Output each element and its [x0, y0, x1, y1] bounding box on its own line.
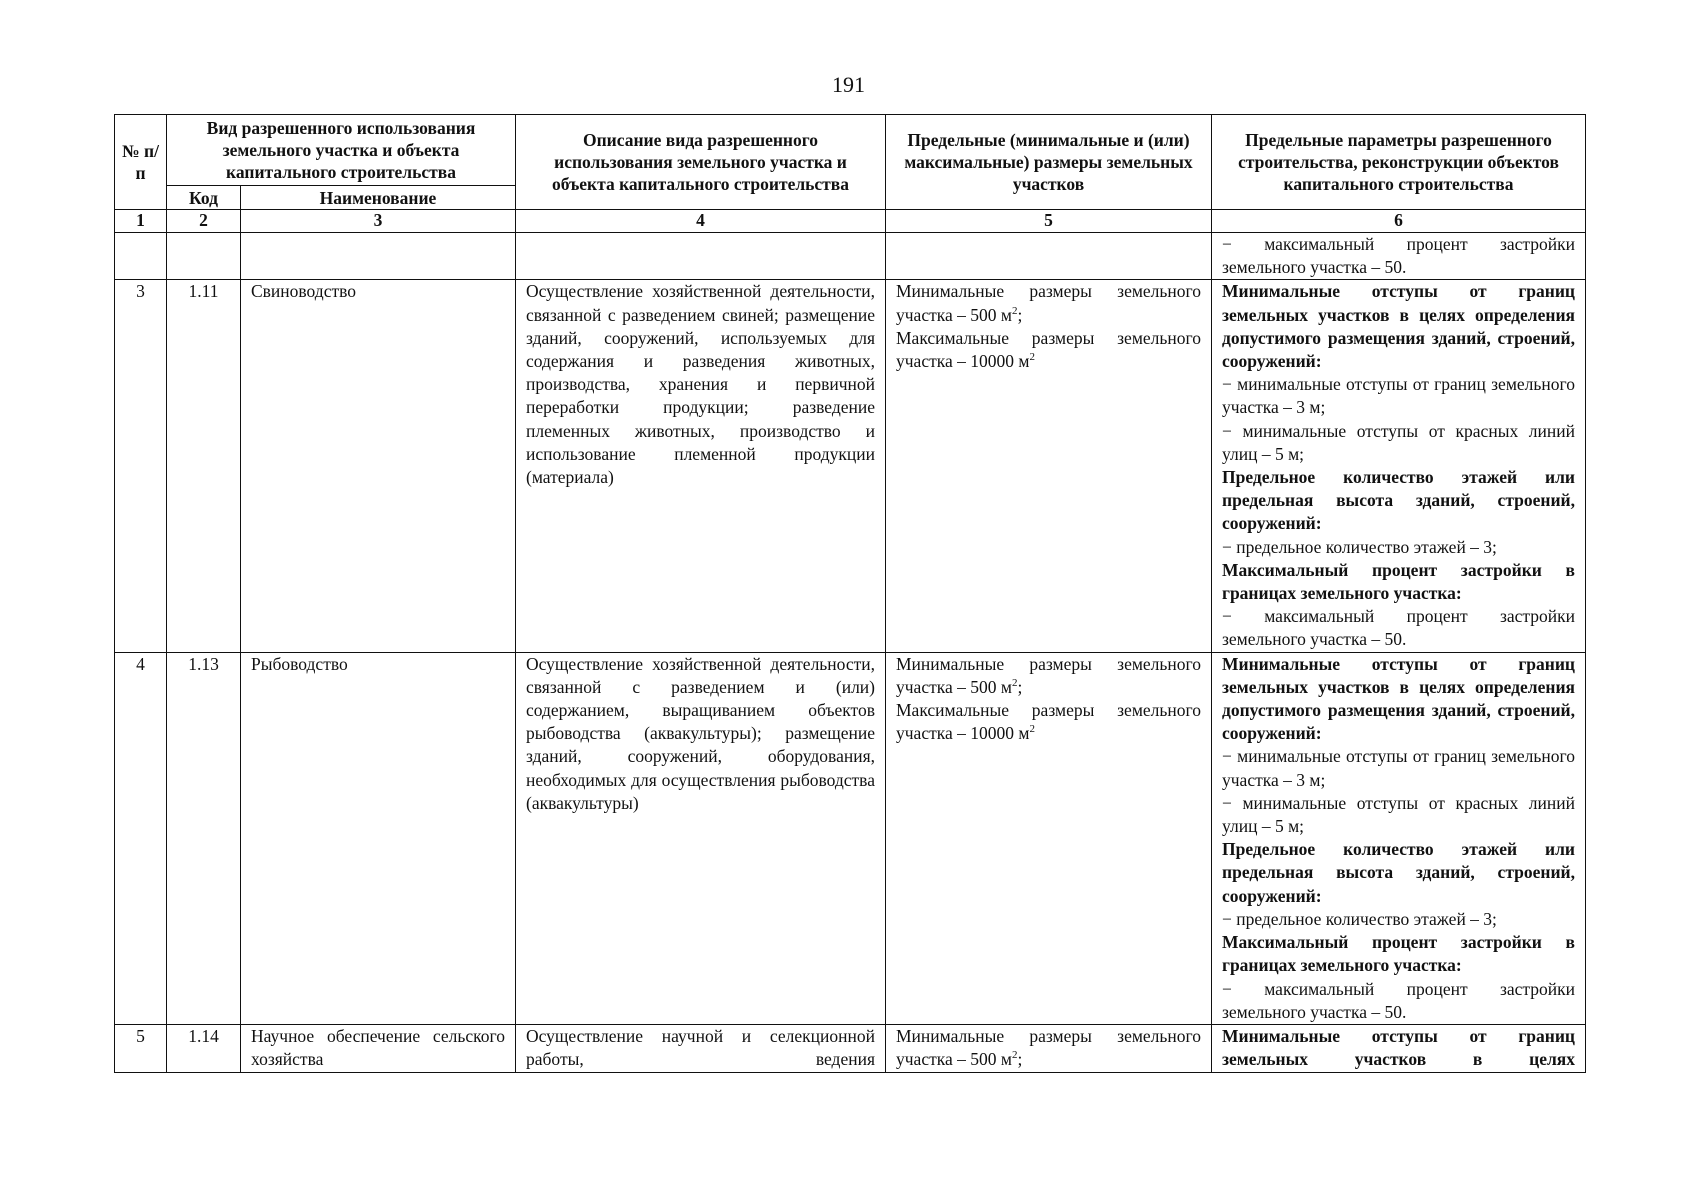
param-line: земельного участка – 50.	[1222, 257, 1407, 278]
params-coverage-heading: Максимальный процент застройки в границах земельного участка:	[1222, 932, 1575, 976]
params-floors-value: − предельное количество этажей – 3;	[1222, 536, 1497, 557]
params-indent-heading: Минимальные отступы от границ земельных участков в целях определения допустимого размещения зданий, строений, сооружений:	[1222, 653, 1575, 744]
page-number: 191	[832, 72, 865, 97]
header-row	[115, 115, 1586, 186]
row-code: 1.13	[167, 652, 241, 1024]
header-name: Наименование	[241, 186, 516, 210]
table-row	[115, 1024, 1586, 1072]
row-code: 1.11	[167, 280, 241, 652]
row-name: Научное обеспечение сельского хозяйства	[241, 1024, 516, 1072]
param-line: − максимальный процент застройки	[1222, 234, 1575, 254]
row-num: 4	[115, 652, 167, 1024]
row-name: Рыбоводство	[241, 652, 516, 1024]
row-num: 3	[115, 280, 167, 652]
regulations-table	[114, 114, 1586, 1073]
header-params: Предельные параметры разрешенного строительства, реконструкции объектов капитального строительства	[1212, 115, 1586, 210]
column-number: 2	[167, 210, 241, 233]
size-min: Минимальные размеры земельного участка – 500 м	[896, 653, 1201, 697]
header-code: Код	[167, 186, 241, 210]
row-sizes: Минимальные размеры земельного участка – 500 $м^2$; Максимальные размеры земельного участка – 10000 $м^2$	[886, 280, 1212, 652]
params-coverage-value: − максимальный процент застройки земельного участка – 50.	[1222, 978, 1575, 1022]
params-coverage-heading: Максимальный процент застройки в границах земельного участка:	[1222, 559, 1575, 604]
params-floors-value: − предельное количество этажей – 3;	[1222, 908, 1497, 929]
params-indent-boundary: − минимальные отступы от границ земельного участка – 3 м;	[1222, 746, 1575, 790]
row-code: 1.14	[167, 1024, 241, 1072]
row-description: Осуществление научной и селекционной работы, ведения	[516, 1024, 886, 1072]
size-min: Минимальные размеры земельного участка – 500 м	[896, 1025, 1201, 1070]
params-indent-boundary: − минимальные отступы от границ земельного участка – 3 м;	[1222, 374, 1575, 418]
row-name: Свиноводство	[241, 280, 516, 652]
size-max: Максимальные размеры земельного участка – 10000 м	[896, 700, 1201, 744]
row-sizes: Минимальные размеры земельного участка – 500 $м^2$;	[886, 1024, 1212, 1072]
column-numbers-row	[115, 210, 1586, 233]
row-params	[1212, 652, 1586, 1024]
row-params	[1212, 1024, 1586, 1072]
column-number: 6	[1212, 210, 1586, 233]
header-num: № п/п	[115, 115, 167, 210]
params-indent-red-lines: − минимальные отступы от красных линий улиц – 5 м;	[1222, 792, 1575, 837]
row-description: Осуществление хозяйственной деятельности, связанной с разведением свиней; размещение зданий, сооружений, используемых для содержания и разведения животных, производства, хранения и первичной переработки продукции; разведение племенных животных, производство и использование племенной продукции (материала)	[516, 280, 886, 652]
table-row-continuation	[115, 233, 1586, 280]
params-indent-heading: Минимальные отступы от границ земельных участков в целях определения допустимого размещения зданий, строений, сооружений:	[1222, 281, 1575, 372]
params-floors-heading: Предельное количество этажей или предельная высота зданий, строений, сооружений:	[1222, 467, 1575, 534]
params-indent-red-lines: − минимальные отступы от красных линий улиц – 5 м;	[1222, 420, 1575, 464]
row-params	[1212, 280, 1586, 652]
header-sizes: Предельные (минимальные и (или) максимальные) размеры земельных участков	[886, 115, 1212, 210]
row-description: Осуществление хозяйственной деятельности, связанной с разведением и (или) содержанием, выращиванием объектов рыбоводства (аквакультуры); размещение зданий, сооружений, оборудования, необходимых для осуществления рыбоводства (аквакультуры)	[516, 652, 886, 1024]
row-sizes: Минимальные размеры земельного участка – 500 $м^2$; Максимальные размеры земельного участка – 10000 $м^2$	[886, 652, 1212, 1024]
params-indent-heading: Минимальные отступы от границ земельных участков в целях	[1222, 1025, 1575, 1070]
column-number: 3	[241, 210, 516, 233]
column-number: 5	[886, 210, 1212, 233]
column-number: 1	[115, 210, 167, 233]
size-min: Минимальные размеры земельного участка – 500 м	[896, 281, 1201, 325]
params-coverage-value: − максимальный процент застройки земельного участка – 50.	[1222, 606, 1575, 650]
params-floors-heading: Предельное количество этажей или предельная высота зданий, строений, сооружений:	[1222, 839, 1575, 906]
header-use-group: Вид разрешенного использования земельного участка и объекта капитального строительства	[167, 115, 516, 186]
column-number: 4	[516, 210, 886, 233]
size-max: Максимальные размеры земельного участка – 10000 м	[896, 327, 1201, 372]
row-num: 5	[115, 1024, 167, 1072]
header-description: Описание вида разрешенного использования земельного участка и объекта капитального строительства	[516, 115, 886, 210]
table-row	[115, 652, 1586, 1024]
params-cell	[1212, 233, 1586, 280]
table-row	[115, 280, 1586, 652]
